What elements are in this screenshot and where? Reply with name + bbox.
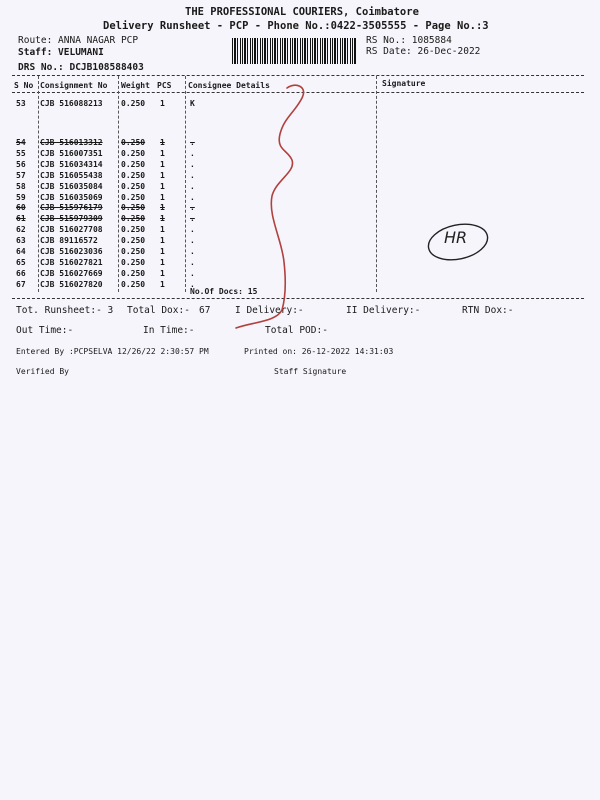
row-weight: 0.250 bbox=[121, 99, 146, 108]
row-details: . bbox=[190, 170, 195, 180]
table-row bbox=[0, 203, 290, 214]
barcode-image bbox=[232, 38, 357, 64]
row-consignment: CJB 516088213 bbox=[40, 99, 103, 108]
table-row bbox=[0, 171, 290, 182]
row-pcs: 1 bbox=[160, 257, 165, 267]
row-pcs: 1 bbox=[160, 236, 165, 246]
row-consignment: CJB 516013312 bbox=[40, 138, 103, 147]
row-details: . bbox=[190, 214, 195, 224]
i-delivery: I Delivery:- bbox=[235, 305, 304, 316]
col-separator bbox=[376, 76, 377, 292]
row-pcs: 1 bbox=[160, 214, 165, 224]
row-sno: 65 bbox=[16, 257, 26, 267]
row-weight: 0.250 bbox=[121, 225, 146, 235]
table-row bbox=[0, 99, 290, 110]
row-pcs: 1 bbox=[160, 247, 165, 256]
row-weight: 0.250 bbox=[121, 148, 146, 158]
row-pcs: 1 bbox=[160, 138, 165, 147]
row-sno: 57 bbox=[16, 170, 26, 180]
row-weight: 0.250 bbox=[121, 138, 146, 147]
row-details: . bbox=[190, 192, 195, 202]
table-row bbox=[0, 247, 290, 258]
col-weight: Weight bbox=[121, 81, 150, 90]
row-details: K bbox=[190, 99, 195, 108]
row-weight: 0.250 bbox=[121, 192, 146, 202]
table-row bbox=[0, 269, 290, 280]
runsheet-subtitle: Delivery Runsheet - PCP - Phone No.:0422-3505555 - Page No.:3 bbox=[103, 20, 489, 32]
table-row bbox=[0, 214, 290, 225]
table-row bbox=[0, 236, 290, 247]
row-weight: 0.250 bbox=[121, 247, 146, 256]
row-sno: 53 bbox=[16, 99, 26, 108]
row-sno: 62 bbox=[16, 225, 26, 235]
entered-by: Entered By :PCPSELVA 12/26/22 2:30:57 PM bbox=[16, 347, 209, 356]
handwritten-initials: HR bbox=[444, 228, 468, 247]
row-pcs: 1 bbox=[160, 181, 165, 191]
row-sno: 59 bbox=[16, 192, 26, 202]
total-dox-value: 67 bbox=[199, 305, 211, 316]
row-consignment: CJB 515979309 bbox=[40, 214, 103, 224]
row-pcs: 1 bbox=[160, 268, 165, 278]
row-sno: 63 bbox=[16, 236, 26, 246]
table-row bbox=[0, 149, 290, 160]
table-row bbox=[0, 138, 290, 149]
company-title: THE PROFESSIONAL COURIERS, Coimbatore bbox=[185, 6, 419, 18]
row-sno: 55 bbox=[16, 148, 26, 158]
row-pcs: 1 bbox=[160, 99, 165, 108]
row-consignment: CJB 515976179 bbox=[40, 203, 103, 213]
route-label: Route: ANNA NAGAR PCP bbox=[18, 35, 139, 46]
row-details: . bbox=[190, 236, 195, 246]
row-pcs: 1 bbox=[160, 159, 165, 169]
row-details: . bbox=[190, 257, 195, 267]
row-sno: 54 bbox=[16, 138, 26, 147]
total-runsheet: Tot. Runsheet:- 3 bbox=[16, 305, 114, 316]
table-row bbox=[0, 182, 290, 193]
row-weight: 0.250 bbox=[121, 159, 146, 169]
row-sno: 61 bbox=[16, 214, 26, 224]
row-details: . bbox=[190, 203, 195, 213]
col-pcs: PCS bbox=[157, 81, 172, 90]
row-weight: 0.250 bbox=[121, 170, 146, 180]
total-pod: Total POD:- bbox=[265, 325, 328, 336]
printed-on: Printed on: 26-12-2022 14:31:03 bbox=[244, 347, 394, 356]
staff-signature-label: Staff Signature bbox=[274, 367, 347, 376]
header-bottom-rule bbox=[12, 92, 584, 93]
row-consignment: CJB 516027821 bbox=[40, 257, 103, 267]
row-consignment: CJB 516035084 bbox=[40, 181, 103, 191]
row-weight: 0.250 bbox=[121, 214, 146, 224]
row-sno: 67 bbox=[16, 279, 26, 289]
row-details: . bbox=[190, 181, 195, 191]
row-details: . bbox=[190, 247, 195, 256]
row-consignment: CJB 516027669 bbox=[40, 268, 103, 278]
table-bottom-rule bbox=[12, 298, 584, 299]
total-dox-label: Total Dox:- bbox=[127, 305, 190, 316]
row-pcs: 1 bbox=[160, 170, 165, 180]
no-of-docs: No.Of Docs: 15 bbox=[190, 287, 258, 296]
row-weight: 0.250 bbox=[121, 279, 146, 289]
rtn-dox: RTN Dox:- bbox=[462, 305, 514, 316]
row-consignment: CJB 89116572 bbox=[40, 236, 98, 246]
row-consignment: CJB 516034314 bbox=[40, 159, 103, 169]
table-row bbox=[0, 193, 290, 204]
row-weight: 0.250 bbox=[121, 268, 146, 278]
rs-date: RS Date: 26-Dec-2022 bbox=[366, 46, 481, 57]
row-sno: 64 bbox=[16, 247, 26, 256]
table-top-rule bbox=[12, 75, 584, 76]
table-row bbox=[0, 160, 290, 171]
row-weight: 0.250 bbox=[121, 181, 146, 191]
col-signature: Signature bbox=[382, 79, 426, 88]
table-row bbox=[0, 225, 290, 236]
row-sno: 56 bbox=[16, 159, 26, 169]
drs-number: DRS No.: DCJB108588403 bbox=[18, 62, 144, 73]
row-consignment: CJB 516027820 bbox=[40, 279, 103, 289]
table-row bbox=[0, 258, 290, 269]
col-consignment: Consignment No bbox=[40, 81, 108, 90]
row-pcs: 1 bbox=[160, 225, 165, 235]
row-sno: 58 bbox=[16, 181, 26, 191]
row-details: . bbox=[190, 159, 195, 169]
row-pcs: 1 bbox=[160, 203, 165, 213]
row-pcs: 1 bbox=[160, 148, 165, 158]
row-details: . bbox=[190, 225, 195, 235]
row-weight: 0.250 bbox=[121, 203, 146, 213]
in-time: In Time:- bbox=[143, 325, 195, 336]
row-pcs: 1 bbox=[160, 192, 165, 202]
row-pcs: 1 bbox=[160, 279, 165, 289]
row-consignment: CJB 516055438 bbox=[40, 170, 103, 180]
out-time: Out Time:- bbox=[16, 325, 74, 336]
row-consignment: CJB 516027708 bbox=[40, 225, 103, 235]
row-details: . bbox=[190, 138, 195, 147]
row-details: . bbox=[190, 279, 195, 289]
col-sno: S No bbox=[14, 81, 34, 90]
row-sno: 66 bbox=[16, 268, 26, 278]
row-weight: 0.250 bbox=[121, 257, 146, 267]
verified-by: Verified By bbox=[16, 367, 69, 376]
row-details: . bbox=[190, 268, 195, 278]
row-weight: 0.250 bbox=[121, 236, 146, 246]
ii-delivery: II Delivery:- bbox=[346, 305, 421, 316]
row-consignment: CJB 516035069 bbox=[40, 192, 103, 202]
row-details: . bbox=[190, 148, 195, 158]
col-details: Consignee Details bbox=[188, 81, 270, 90]
row-sno: 60 bbox=[16, 203, 26, 213]
staff-label: Staff: VELUMANI bbox=[18, 47, 104, 58]
rs-number: RS No.: 1085884 bbox=[366, 35, 452, 46]
row-consignment: CJB 516007351 bbox=[40, 148, 103, 158]
row-consignment: CJB 516023036 bbox=[40, 247, 103, 256]
